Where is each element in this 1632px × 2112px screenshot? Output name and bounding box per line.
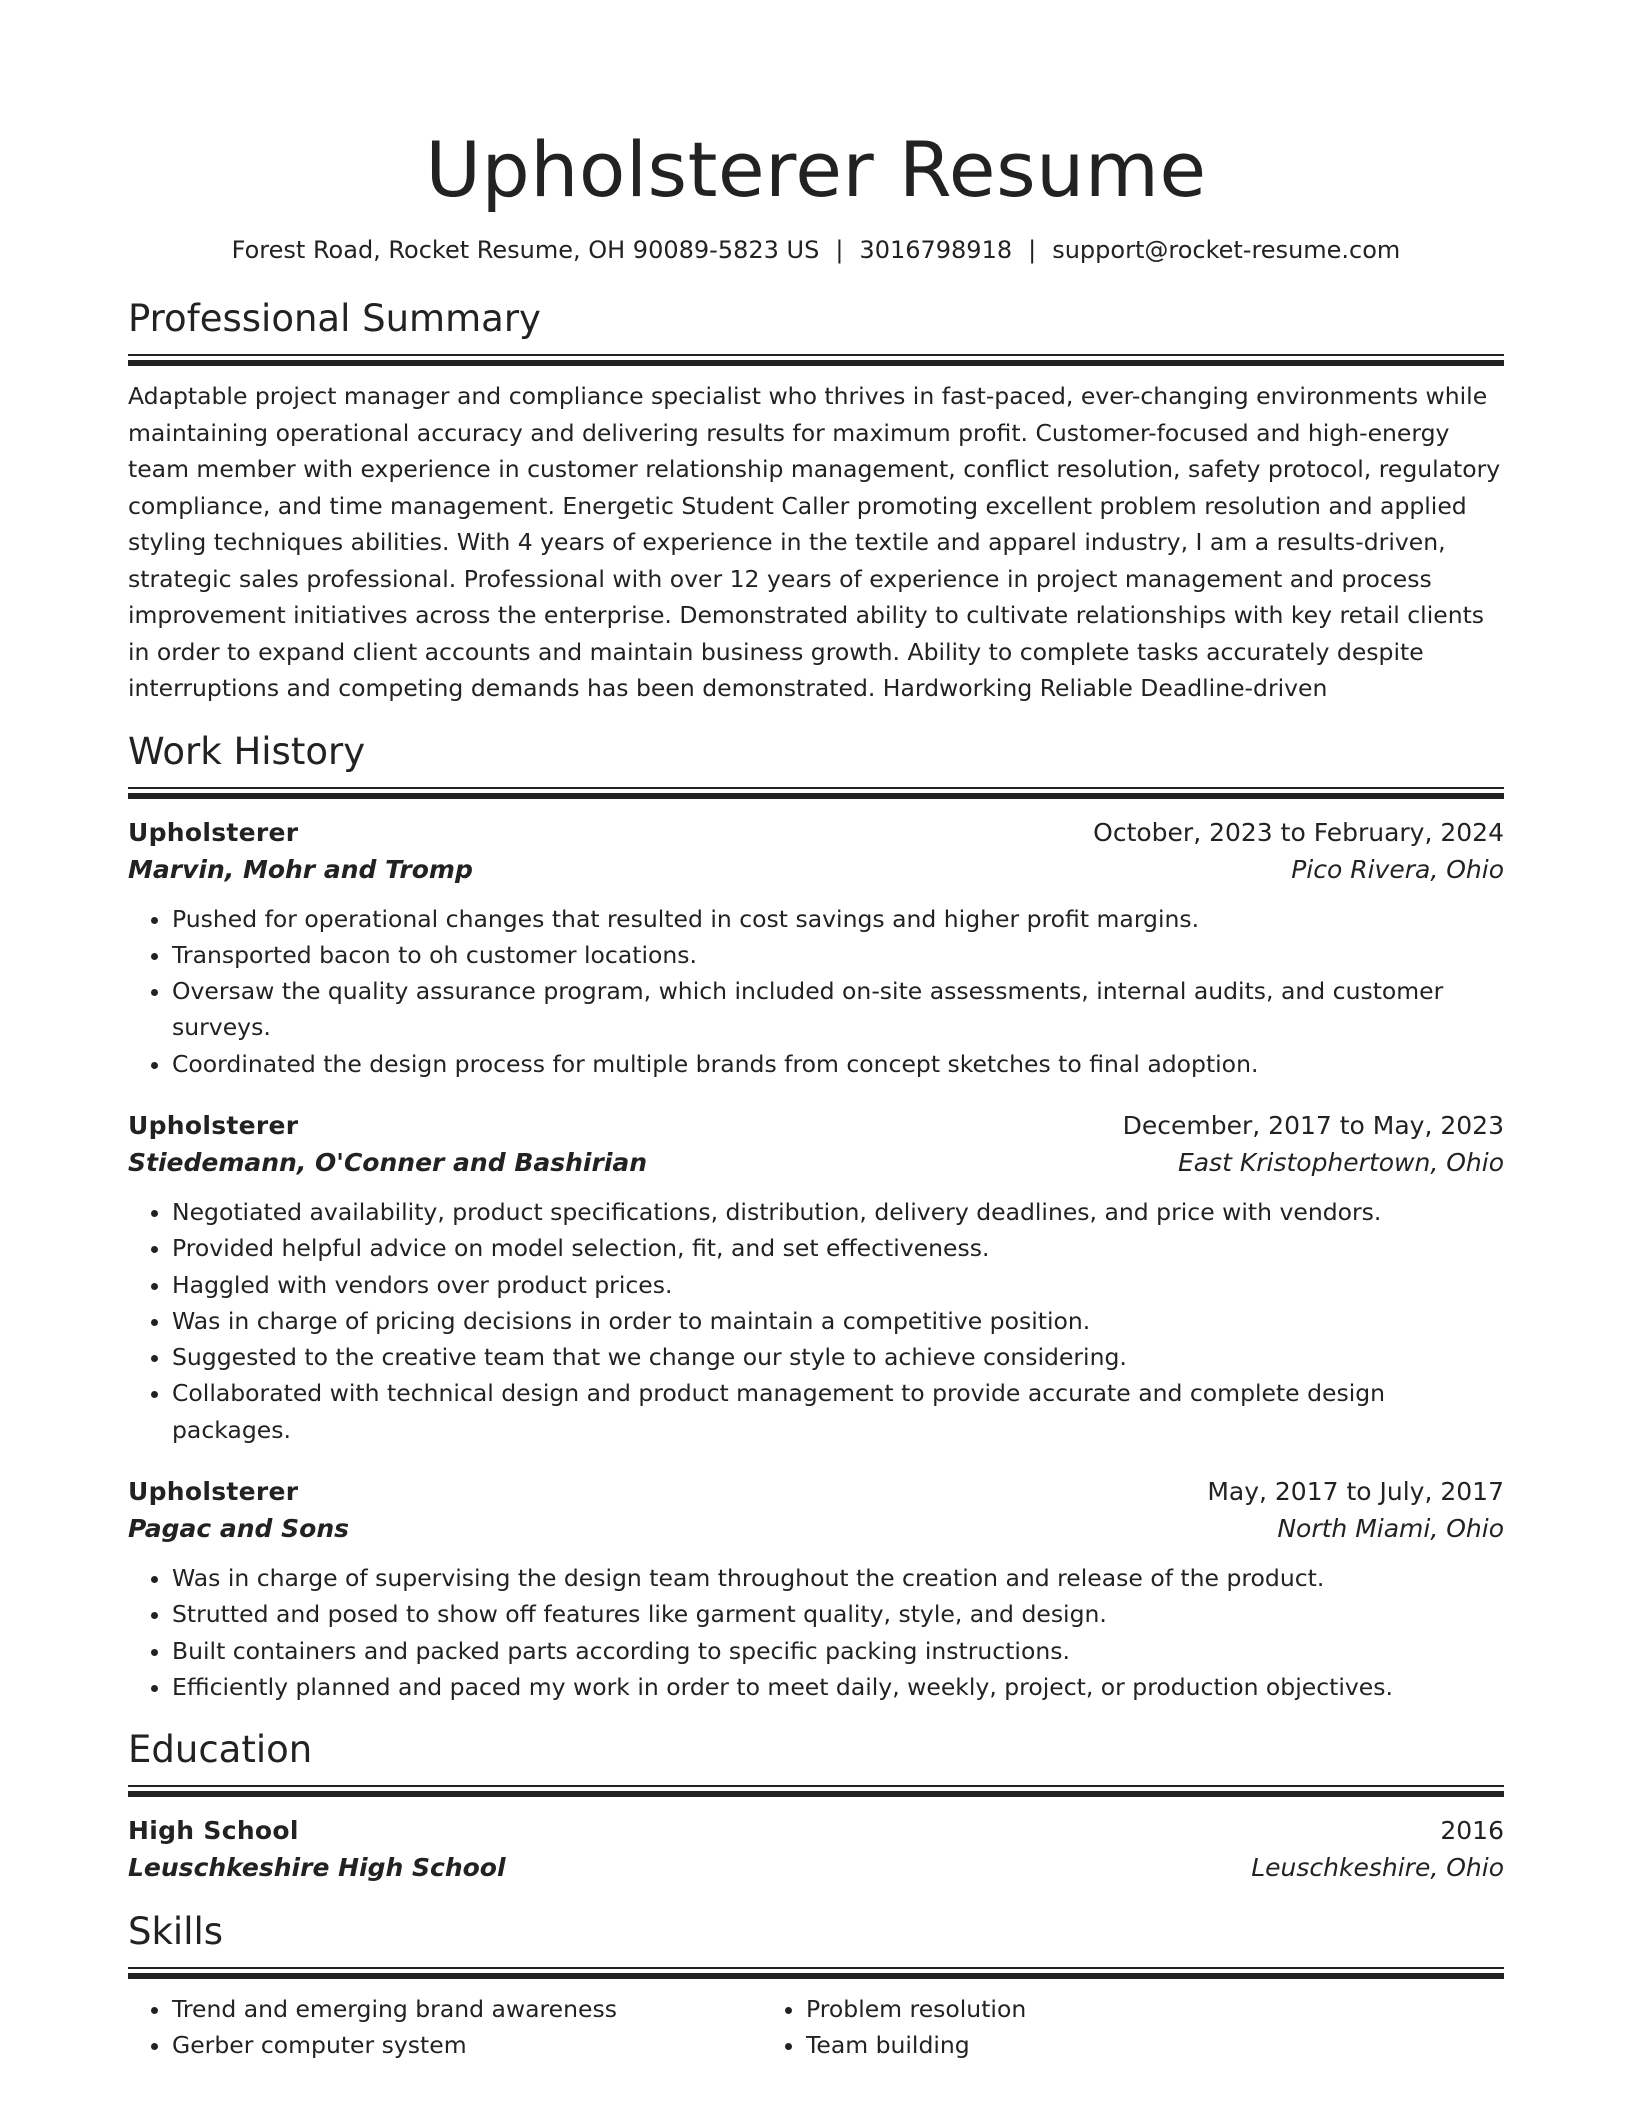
list-item: • Was in charge of pricing decisions in order to maintain a competitive position. (172, 1303, 1504, 1339)
skill-item: • Trend and emerging brand awareness (172, 1991, 762, 2027)
list-item: • Coordinated the design process for multiple brands from concept sketches to final adoption. (172, 1046, 1504, 1082)
contact-email: support@rocket-resume.com (1052, 236, 1401, 264)
job-bullets (128, 1194, 1504, 1448)
skill-item: • Problem resolution (806, 1991, 1396, 2027)
job-company: Marvin, Mohr and Tromp (128, 854, 473, 884)
list-item: • Collaborated with technical design and product management to provide accurate and complete design packages. (172, 1375, 1504, 1448)
resume-title: Upholsterer Resume (425, 125, 1207, 214)
skills-left-column (128, 1991, 762, 2063)
summary-section (128, 296, 1504, 707)
job-entry (128, 815, 1504, 1082)
job-dates: December, 2017 to May, 2023 (1122, 1110, 1504, 1140)
job-dates: May, 2017 to July, 2017 (1207, 1477, 1504, 1507)
list-item: • Transported bacon to oh customer locations. (172, 937, 1504, 973)
section-divider (128, 354, 1504, 366)
education-school: Leuschkeshire High School (128, 1853, 506, 1883)
resume-page (128, 0, 1504, 2063)
skills-heading: Skills (128, 1910, 224, 1954)
job-bullets (128, 1560, 1504, 1705)
skill-item: • Gerber computer system (172, 2027, 762, 2063)
skills-section (128, 1909, 1504, 2063)
work-history-section (128, 729, 1504, 1706)
job-company: Stiedemann, O'Conner and Bashirian (128, 1147, 648, 1177)
skill-item: • Team building (806, 2027, 1396, 2063)
list-item: • Efficiently planned and paced my work in order to meet daily, weekly, project, or production objectives. (172, 1669, 1504, 1705)
job-location: Pico Rivera, Ohio (1291, 854, 1504, 884)
education-section (128, 1727, 1504, 1887)
list-item: • Suggested to the creative team that we change our style to achieve considering. (172, 1339, 1504, 1375)
summary-heading: Professional Summary (128, 297, 541, 340)
list-item: • Was in charge of supervising the design team throughout the creation and release of the product. (172, 1560, 1504, 1596)
section-divider (128, 787, 1504, 799)
section-divider (128, 1967, 1504, 1979)
contact-address: Forest Road, Rocket Resume, OH 90089-5823 US (231, 236, 820, 264)
job-title: Upholsterer (128, 1110, 299, 1140)
education-entry (128, 1813, 1504, 1887)
job-entry (128, 1108, 1504, 1448)
job-dates: October, 2023 to February, 2024 (1093, 817, 1504, 847)
section-divider (128, 1785, 1504, 1797)
contact-line (128, 234, 1504, 266)
skills-columns (128, 1991, 1504, 2063)
list-item: • Built containers and packed parts according to specific packing instructions. (172, 1633, 1504, 1669)
education-location: Leuschkeshire, Ohio (1251, 1853, 1504, 1883)
job-title: Upholsterer (128, 1477, 299, 1507)
job-title: Upholsterer (128, 817, 299, 847)
job-company: Pagac and Sons (128, 1514, 350, 1544)
list-item: • Negotiated availability, product specifications, distribution, delivery deadlines, and price with vendors. (172, 1194, 1504, 1230)
education-year: 2016 (1440, 1816, 1504, 1846)
skills-right-column (762, 1991, 1396, 2063)
contact-phone: 3016798918 (859, 236, 1013, 264)
list-item: • Haggled with vendors over product prices. (172, 1267, 1504, 1303)
list-item: • Strutted and posed to show off features like garment quality, style, and design. (172, 1596, 1504, 1632)
job-entry (128, 1474, 1504, 1705)
list-item: • Oversaw the quality assurance program, which included on-site assessments, internal audits, and customer surveys. (172, 973, 1504, 1046)
job-location: North Miami, Ohio (1277, 1514, 1504, 1544)
summary-text: Adaptable project manager and compliance specialist who thrives in fast-paced, ever-changing environments while maintaining operational accuracy and delivering results for maximum profit. Customer-focused and high-energy team member with experience in customer relationship management, conflict resolution, safety protocol, regulatory compliance, and time management. Energetic Student Caller promoting excellent problem resolution and applied styling techniques abilities. With 4 years of experience in the textile and apparel industry, I am a results-driven, strategic sales professional. Professional with over 12 years of experience in project management and process improvement initiatives across the enterprise. Demonstrated ability to cultivate relationships with key retail clients in order to expand client accounts and maintain business growth. Ability to complete tasks accurately despite interruptions and competing demands has been demonstrated. Hardworking Reliable Deadline-driven (128, 382, 1501, 702)
work-history-heading: Work History (128, 729, 366, 773)
contact-separator: | (1028, 236, 1037, 264)
list-item: • Pushed for operational changes that resulted in cost savings and higher profit margins. (172, 901, 1504, 937)
contact-separator: | (835, 236, 844, 264)
job-bullets (128, 901, 1504, 1082)
list-item: • Provided helpful advice on model selection, fit, and set effectiveness. (172, 1230, 1504, 1266)
education-degree: High School (128, 1816, 299, 1846)
job-location: East Kristophertown, Ohio (1177, 1147, 1504, 1177)
education-heading: Education (128, 1728, 313, 1772)
